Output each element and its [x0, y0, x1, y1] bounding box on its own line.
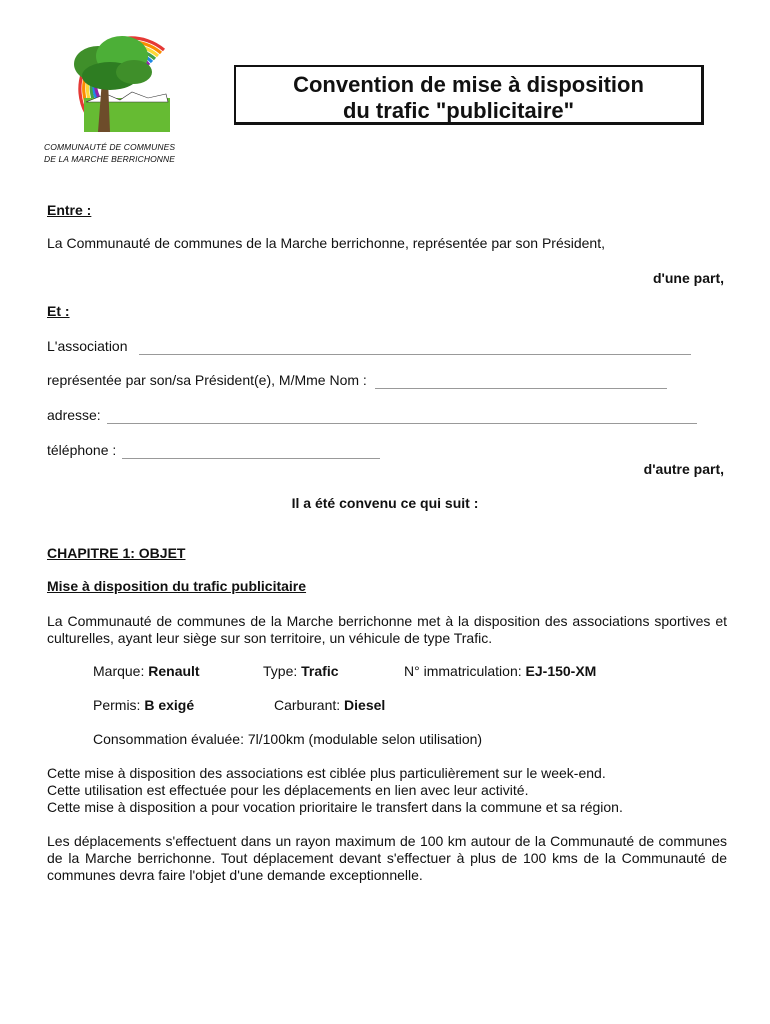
marque-label: Marque:: [93, 663, 145, 679]
distance-paragraph: Les déplacements s'effectuent dans un rayon maximum de 100 km autour de la Communauté de communes de la Marche berrichonne. Tout déplacement devant s'effectuer à plus de 100 kms de la Communauté de communes devra faire l'objet d'une demande exceptionnelle.: [47, 833, 727, 883]
logo-caption-line1: COMMUNAUTÉ DE COMMUNES: [44, 142, 176, 152]
entre-text: La Communauté de communes de la Marche berrichonne, représentée par son Président,: [47, 235, 605, 251]
tree-rainbow-logo-icon: [36, 20, 176, 140]
permis-label: Permis:: [93, 697, 141, 713]
logo: [36, 20, 186, 164]
title-line2: du trafic "publicitaire": [342, 98, 575, 123]
immat-value: EJ-150-XM: [525, 663, 597, 679]
adresse-label: adresse:: [47, 407, 101, 423]
entre-label: Entre :: [47, 202, 92, 218]
permis-value: B exigé: [144, 697, 195, 713]
usage-line-3: Cette mise à disposition a pour vocation prioritaire le transfert dans la commune et sa région.: [47, 799, 623, 815]
vehicle-consommation: Consommation évaluée: 7l/100km (modulable selon utilisation): [93, 731, 483, 747]
vehicle-marque: [93, 663, 200, 679]
chapter1-heading: CHAPITRE 1: OBJET: [47, 545, 186, 561]
document-title: [234, 65, 704, 125]
adresse-field[interactable]: [107, 408, 697, 424]
carburant-value: Diesel: [344, 697, 386, 713]
chapter1-intro: La Communauté de communes de la Marche berrichonne met à la disposition des associations sportives et culturelles, ayant leur siège sur son territoire, un véhicule de type Trafic.: [47, 613, 727, 646]
telephone-field[interactable]: [122, 443, 380, 459]
telephone-row: [47, 442, 727, 459]
adresse-row: [47, 407, 727, 424]
usage-line-2: Cette utilisation est effectuée pour les déplacements en lien avec leur activité.: [47, 782, 529, 798]
vehicle-permis: [93, 697, 194, 713]
autre-part: d'autre part,: [643, 461, 724, 477]
vehicle-type: [263, 663, 339, 679]
type-label: Type:: [263, 663, 298, 679]
chapter1-subheading: Mise à disposition du trafic publicitaire: [47, 578, 307, 594]
title-line1: Convention de mise à disposition: [293, 72, 644, 97]
association-row: [47, 338, 727, 355]
type-value: Trafic: [301, 663, 339, 679]
president-name-field[interactable]: [375, 373, 667, 389]
et-label: Et :: [47, 303, 70, 319]
president-label: représentée par son/sa Président(e), M/Mme Nom :: [47, 372, 367, 388]
carburant-label: Carburant:: [274, 697, 341, 713]
association-field[interactable]: [139, 339, 691, 355]
vehicle-immat: [404, 663, 596, 679]
logo-caption-line2: DE LA MARCHE BERRICHONNE: [44, 154, 176, 164]
immat-label: N° immatriculation:: [404, 663, 522, 679]
convenu-text: Il a été convenu ce qui suit :: [291, 495, 479, 511]
une-part: d'une part,: [653, 270, 724, 286]
president-row: [47, 372, 727, 389]
telephone-label: téléphone :: [47, 442, 117, 458]
association-label: L'association: [47, 338, 128, 354]
usage-line-1: Cette mise à disposition des associations est ciblée plus particulièrement sur le week-end.: [47, 765, 606, 781]
vehicle-carburant: [274, 697, 385, 713]
marque-value: Renault: [148, 663, 200, 679]
